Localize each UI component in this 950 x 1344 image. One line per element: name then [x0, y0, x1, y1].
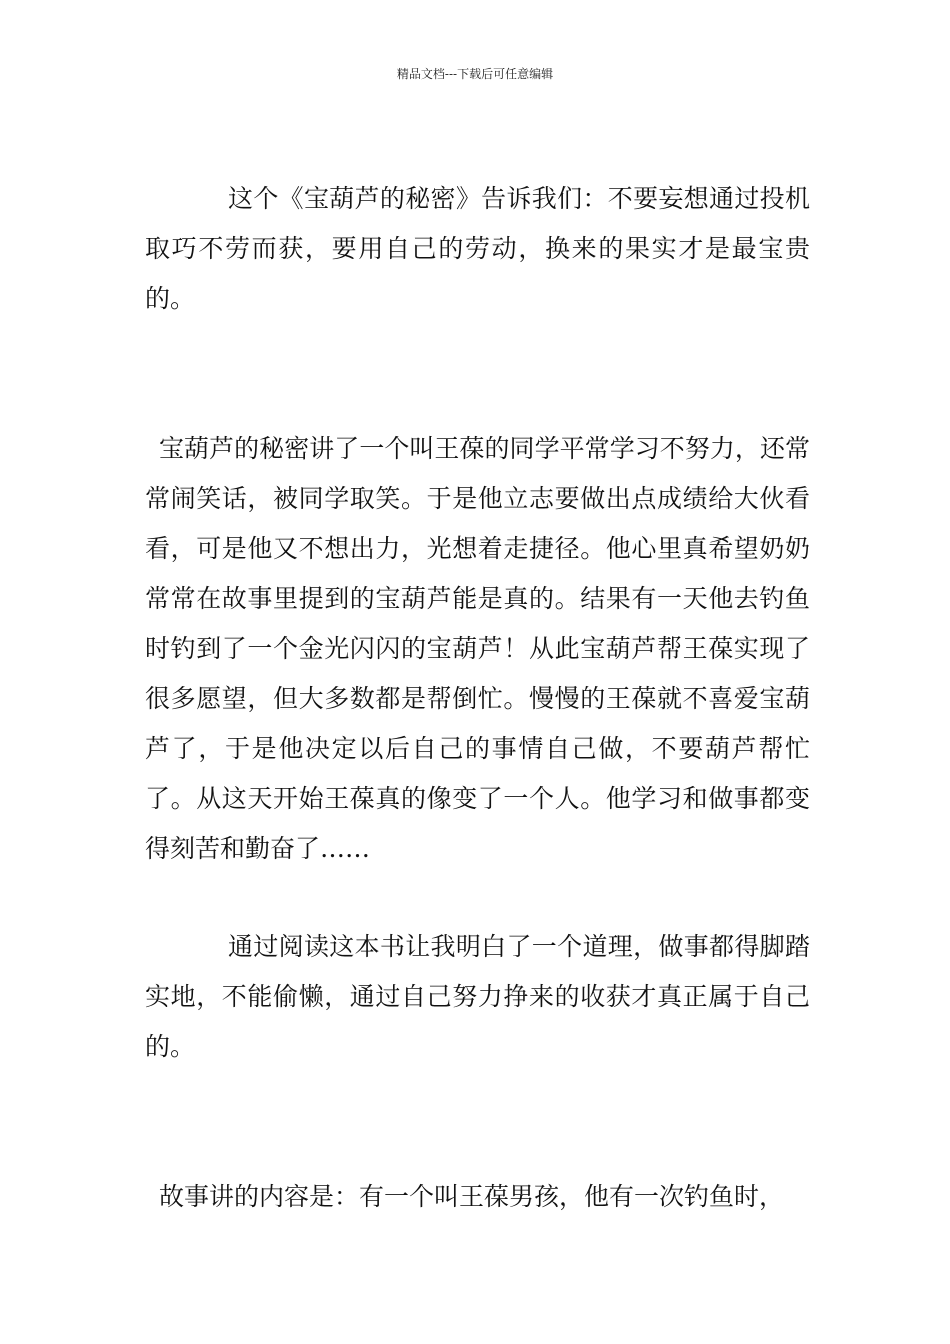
paragraph-summary: 宝葫芦的秘密讲了一个叫王葆的同学平常学习不努力，还常常闹笑话，被同学取笑。于是他立志要做出点成绩给大伙看看，可是他又不想出力，光想着走捷径。他心里真希望奶奶常常在故事里提到的宝葫芦能是真的。结果有一天他去钓鱼时钓到了一个金光闪闪的宝葫芦！从此宝葫芦帮王葆实现了很多愿望，但大多数都是帮倒忙。慢慢的王葆就不喜爱宝葫芦了，于是他决定以后自己的事情自己做，不要葫芦帮忙了。从这天开始王葆真的像变了一个人。他学习和做事都变得刻苦和勤奋了……: [145, 434, 810, 863]
paragraph-story-intro: 故事讲的内容是：有一个叫王葆男孩，他有一次钓鱼时，: [159, 1182, 785, 1211]
paragraph-moral: 这个《宝葫芦的秘密》告诉我们：不要妄想通过投机取巧不劳而获，要用自己的劳动，换来的果实才是最宝贵的。: [145, 184, 810, 313]
page-header: 精品文档---下载后可任意编辑: [396, 67, 554, 81]
paragraph-lesson: 通过阅读这本书让我明白了一个道理，做事都得脚踏实地，不能偷懒，通过自己努力挣来的收获才真正属于自己的。: [145, 932, 810, 1061]
